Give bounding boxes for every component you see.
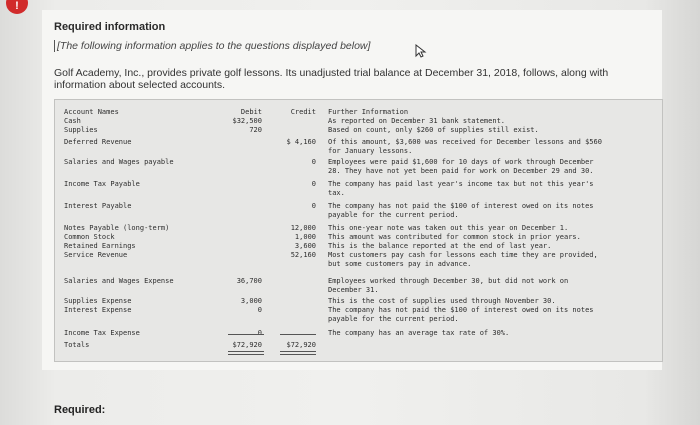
credit-value: $ 4,160: [286, 138, 316, 146]
account-name: Income Tax Expense: [64, 329, 140, 337]
credit-value: 3,600: [294, 242, 316, 250]
further-information-line: This one-year note was taken out this year on December 1.: [328, 224, 569, 232]
account-name: Income Tax Payable: [64, 180, 140, 188]
account-name: Interest Expense: [64, 306, 132, 314]
further-information-line: payable for the current period.: [328, 314, 459, 323]
account-name: Retained Earnings: [64, 242, 136, 250]
further-information-line: 28. They have not yet been paid for work on December 29 and 30.: [328, 166, 594, 175]
further-information-line: tax.: [328, 188, 345, 197]
further-information-line: Of this amount, $3,600 was received for December lessons and $560: [328, 138, 602, 146]
further-information-line: Employees were paid $1,600 for 10 days of work through December: [328, 158, 594, 166]
account-name: Salaries and Wages Expense: [64, 277, 174, 285]
credit-value: $72,920: [286, 341, 316, 349]
debit-total-double-underline: [228, 351, 264, 355]
further-information-line: This is the cost of supplies used through November 30.: [328, 297, 556, 305]
further-information-line: for January lessons.: [328, 146, 413, 155]
account-name: Common Stock: [64, 233, 115, 241]
credit-value: 0: [311, 158, 316, 166]
debit-value: 0: [257, 306, 262, 314]
debit-value: 720: [249, 126, 262, 134]
account-name: Service Revenue: [64, 251, 128, 259]
further-information-line: December 31.: [328, 285, 379, 294]
credit-value: 12,000: [290, 224, 316, 232]
further-information-line: The company has not paid the $100 of interest owed on its notes: [328, 202, 594, 210]
account-name: Deferred Revenue: [64, 138, 132, 146]
account-name: Supplies: [64, 126, 98, 134]
debit-header: Debit: [240, 108, 262, 116]
section-title: Required information: [54, 21, 166, 33]
account-name: Notes Payable (long-term): [64, 224, 170, 232]
instruction-note: [The following information applies to the questions displayed below]: [54, 40, 370, 52]
further-info-header: Further Information: [328, 108, 409, 116]
further-information-line: As reported on December 31 bank statement.: [328, 117, 506, 125]
further-information-line: Employees worked through December 30, but did not work on: [328, 277, 569, 285]
further-information-line: The company has paid last year's income tax but not this year's: [328, 180, 594, 188]
account-name: Salaries and Wages payable: [64, 158, 174, 166]
further-information-line: This amount was contributed for common stock in prior years.: [328, 233, 581, 241]
credit-value: 1,000: [294, 233, 316, 241]
further-information-line: but some customers pay in advance.: [328, 259, 472, 268]
further-information-line: This is the balance reported at the end of last year.: [328, 242, 552, 250]
credit-subtotal-line: [280, 334, 316, 335]
required-label: Required:: [54, 404, 106, 416]
account-name: Cash: [64, 117, 81, 125]
problem-intro: Golf Academy, Inc., provides private golf lessons. Its unadjusted trial balance at December 31, 2018, follows, along with information about selected accounts.: [54, 67, 609, 91]
credit-total-double-underline: [280, 351, 316, 355]
debit-value: 36,700: [236, 277, 262, 285]
debit-subtotal-line: [228, 334, 264, 335]
mouse-pointer-icon: [415, 44, 427, 58]
debit-value: 0: [257, 329, 262, 337]
further-information-line: The company has an average tax rate of 30%.: [328, 329, 510, 337]
alert-badge: !: [6, 0, 28, 14]
credit-value: 52,160: [290, 251, 316, 259]
further-information-line: Most customers pay cash for lessons each time they are provided,: [328, 251, 598, 259]
credit-value: 0: [311, 202, 316, 210]
account-name: Interest Payable: [64, 202, 132, 210]
account-names-header: Account Names: [64, 108, 119, 116]
account-name: Supplies Expense: [64, 297, 132, 305]
debit-value: $72,920: [232, 341, 262, 349]
credit-value: 0: [311, 180, 316, 188]
debit-value: 3,000: [240, 297, 262, 305]
debit-value: $32,500: [232, 117, 262, 125]
further-information-line: payable for the current period.: [328, 210, 459, 219]
credit-header: Credit: [290, 108, 316, 116]
further-information-line: Based on count, only $260 of supplies still exist.: [328, 126, 539, 134]
account-name: Totals: [64, 341, 90, 349]
further-information-line: The company has not paid the $100 of interest owed on its notes: [328, 306, 594, 314]
